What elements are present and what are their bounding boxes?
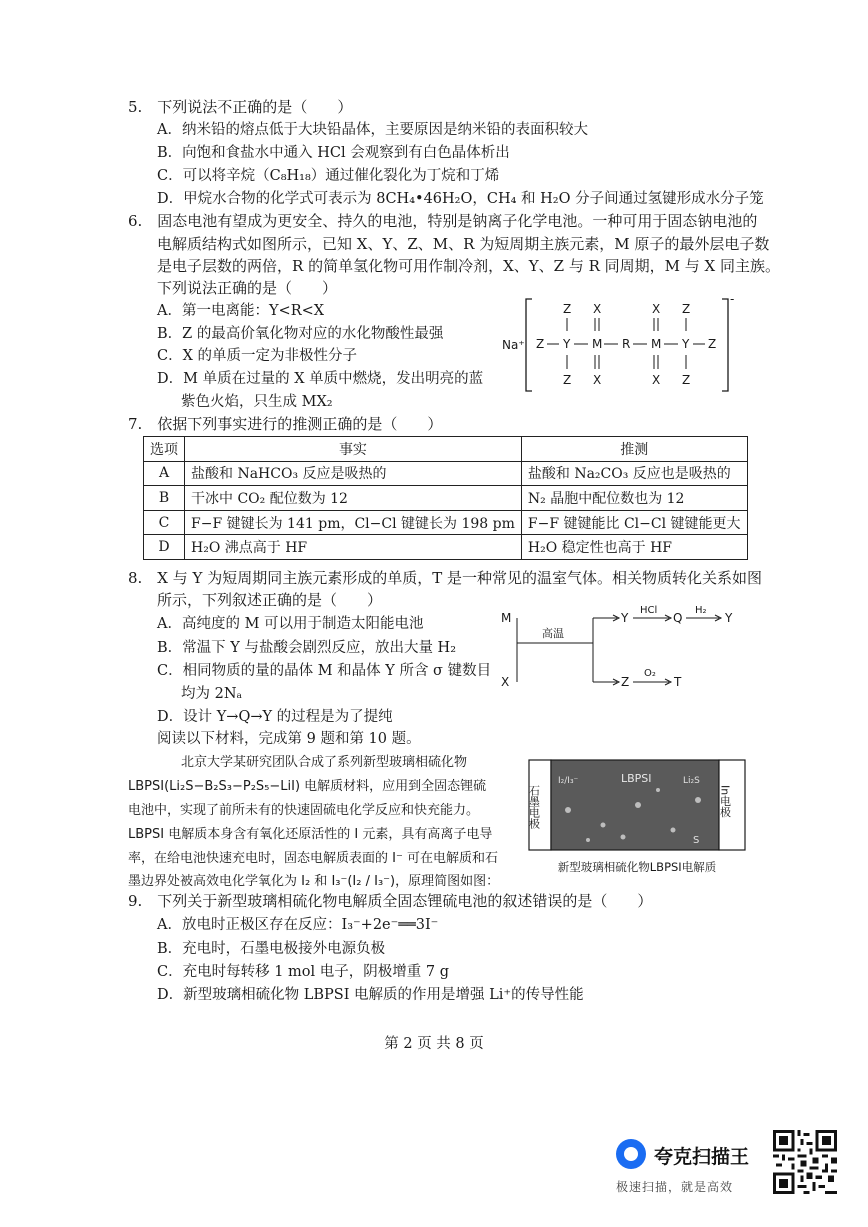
table-cell: F−F 键键能比 Cl−Cl 键键能更大: [521, 510, 747, 535]
table-header-row: [144, 437, 748, 462]
q9-option-c: C．充电时每转移 1 mol 电子，阴极增重 7 g: [157, 964, 449, 980]
table-cell: 干冰中 CO₂ 配位数为 12: [185, 486, 522, 511]
q5-option-a: A．纳米铅的熔点低于大块铅晶体，主要原因是纳米铅的表面积较大: [157, 122, 588, 138]
flow-node-t: T: [674, 675, 682, 689]
mid-atom-2: Y: [563, 337, 571, 351]
passage-line-1: 北京大学某研究团队合成了系列新型玻璃相硫化物: [181, 755, 468, 770]
passage-line-3: 电池中，实现了前所未有的快速固硫电化学反应和快充能力。: [128, 803, 480, 818]
q6-stem-line-4: 下列说法正确的是（ ）: [157, 279, 338, 297]
bottom-atom-3: X: [652, 373, 661, 387]
q9-stem: 9. 下列关于新型玻璃相硫化物电解质全固态锂硫电池的叙述错误的是（ ）: [128, 892, 653, 910]
table-row: [144, 510, 748, 535]
bottom-atom-1: Z: [563, 373, 572, 387]
passage-intro: 阅读以下材料，完成第 9 题和第 10 题。: [157, 731, 421, 747]
q9-option-b: B．充电时，石墨电极接外电源负极: [157, 941, 386, 957]
table-header: 选项: [144, 437, 185, 462]
q6-option-d: D．M 单质在过量的 X 单质中燃烧，发出明亮的蓝: [157, 371, 484, 387]
mid-atom-6: Y: [682, 337, 690, 351]
left-bracket: [526, 299, 532, 391]
iodine-label: I₂/I₃⁻: [558, 776, 579, 786]
table-header: 推测: [521, 437, 747, 462]
q5-stem: 5. 下列说法不正确的是（ ）: [128, 98, 353, 116]
mid-atom-4: R: [622, 337, 631, 351]
q8-option-d: D．设计 Y→Q→Y 的过程是为了提纯: [157, 709, 393, 725]
bottom-atom-2: X: [593, 373, 602, 387]
anion-charge: -: [730, 295, 735, 306]
mid-atom-7: Z: [708, 337, 717, 351]
q6-stem-line-3: 是电子层数的两倍，R 的简单氢化物可用作制冷剂，X、Y、Z 与 R 同周期，M 与 X 同主族。: [157, 257, 781, 275]
conversion-flow-figure: [495, 600, 745, 695]
page-number: 第 2 页 共 8 页: [384, 1036, 484, 1052]
flow-condition: 高温: [542, 627, 564, 640]
q8-option-c: C．相同物质的量的晶体 M 和晶体 Y 所含 σ 键数目: [157, 663, 492, 679]
mid-atom-1: Z: [536, 337, 545, 351]
table-cell: H₂O 沸点高于 HF: [185, 535, 522, 560]
flow-node-y-final: Y: [725, 611, 733, 625]
passage-line-5: 率，在给电池快速充电时，固态电解质表面的 I⁻ 可在电解质和石: [128, 851, 498, 866]
q8-option-a: A．高纯度的 M 可以用于制造太阳能电池: [157, 616, 424, 632]
flow-node-m: M: [501, 611, 512, 625]
indium-label: In电极: [718, 785, 732, 818]
passage-line-6: 墨边界处被高效电化学氧化为 I₂ 和 I₃⁻(I₂ / I₃⁻)，原理简图如图：: [128, 874, 500, 889]
q5-option-b: B．向饱和食盐水中通入 HCl 会观察到有白色晶体析出: [157, 145, 510, 161]
sulfur-label: S: [693, 835, 700, 846]
sodium-cation-label: Na⁺: [502, 338, 525, 352]
q9-option-d: D．新型玻璃相硫化物 LBPSI 电解质的作用是增强 Li⁺的传导性能: [157, 987, 584, 1003]
q7-table: [143, 436, 748, 560]
q8-stem-line-2: 所示，下列叙述正确的是（ ）: [157, 591, 383, 609]
table-cell: D: [144, 535, 185, 560]
table-row: [144, 461, 748, 486]
q7-stem: 7. 依据下列事实进行的推测正确的是（ ）: [128, 415, 443, 433]
q8-stem-line-1: 8. X 与 Y 为短周期同主族元素形成的单质，T 是一种常见的温室气体。相关物质转化关系如图: [128, 569, 762, 587]
table-cell: B: [144, 486, 185, 511]
flow-reagent-hcl: HCl: [640, 605, 658, 616]
top-atom-4: Z: [682, 302, 691, 316]
q5-option-c: C．可以将辛烷（C₈H₁₈）通过催化裂化为丁烷和丁烯: [157, 168, 500, 184]
passage-line-4: LBPSI 电解质本身含有氧化还原活性的 I 元素，具有高离子电导: [128, 827, 493, 842]
top-atom-1: Z: [563, 302, 572, 316]
q8-option-b: B．常温下 Y 与盐酸会剧烈反应，放出大量 H₂: [157, 640, 457, 656]
table-cell: N₂ 晶胞中配位数也为 12: [521, 486, 747, 511]
flow-node-x: X: [501, 675, 510, 689]
battery-figure-caption: 新型玻璃相硫化物LBPSI电解质: [557, 860, 717, 874]
top-atom-2: X: [593, 302, 602, 316]
bottom-atom-4: Z: [682, 373, 691, 387]
table-row: [144, 486, 748, 511]
q6-option-b: B．Z 的最高价氧化物对应的水化物酸性最强: [157, 326, 444, 342]
table-cell: H₂O 稳定性也高于 HF: [521, 535, 747, 560]
brand-name: 夸克扫描王: [654, 1146, 750, 1168]
table-cell: 盐酸和 NaHCO₃ 反应是吸热的: [185, 461, 522, 486]
battery-schematic-figure: [528, 755, 746, 855]
q5-option-d: D．甲烷水合物的化学式可表示为 8CH₄•46H₂O，CH₄ 和 H₂O 分子间通过氢键形成水分子笼: [157, 191, 764, 207]
table-cell: 盐酸和 Na₂CO₃ 反应也是吸热的: [521, 461, 747, 486]
flow-reagent-h2: H₂: [695, 605, 707, 616]
lbpsi-label: LBPSI: [621, 772, 652, 785]
flow-node-q: Q: [673, 611, 683, 625]
right-bracket: [722, 299, 728, 391]
passage-line-2: LBPSI(Li₂S−B₂S₃−P₂S₅−LiI) 电解质材料，应用到全固态锂硫: [128, 779, 487, 794]
table-header: 事实: [185, 437, 522, 462]
graphite-label: 石墨电极: [528, 785, 541, 829]
mid-atom-3: M: [592, 337, 603, 351]
table-cell: F−F 键键长为 141 pm，Cl−Cl 键键长为 198 pm: [185, 510, 522, 535]
q8-option-c-cont: 均为 2Nₐ: [181, 686, 243, 702]
flow-node-z: Z: [621, 675, 630, 689]
flow-node-y: Y: [621, 611, 629, 625]
q9-option-a: A．放电时正极区存在反应：I₃⁻+2e⁻══3I⁻: [157, 917, 439, 933]
table-cell: A: [144, 461, 185, 486]
q6-option-c: C．X 的单质一定为非极性分子: [157, 348, 358, 364]
scanner-watermark: [616, 1136, 766, 1196]
electrolyte-structure-figure: [498, 295, 738, 395]
mid-atom-5: M: [651, 337, 662, 351]
scanner-logo-icon: [616, 1139, 646, 1169]
q6-stem-line-2: 电解质结构式如图所示，已知 X、Y、Z、M、R 为短周期主族元素，M 原子的最外层电子数: [157, 235, 770, 253]
q6-option-a: A．第一电离能：Y<R<X: [157, 303, 325, 319]
flow-reagent-o2: O₂: [644, 668, 656, 679]
q6-option-d-cont: 紫色火焰，只生成 MX₂: [181, 394, 333, 410]
li2s-label: Li₂S: [683, 776, 700, 786]
qr-code-icon: [773, 1130, 837, 1194]
table-row: [144, 535, 748, 560]
q6-stem-line-1: 6. 固态电池有望成为更安全、持久的电池，特别是钠离子化学电池。一种可用于固态钠电池的: [128, 212, 758, 230]
top-atom-3: X: [652, 302, 661, 316]
table-cell: C: [144, 510, 185, 535]
brand-tagline: 极速扫描，就是高效: [616, 1180, 734, 1194]
